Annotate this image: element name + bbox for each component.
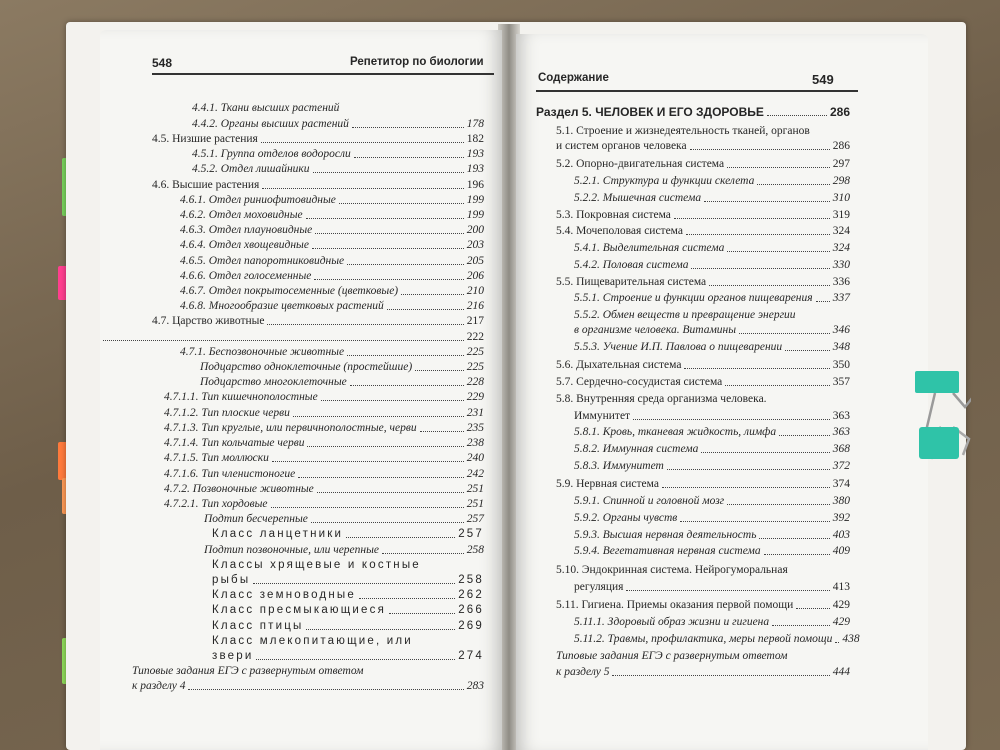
- entry-title: в организме человека. Витамины: [574, 324, 737, 336]
- right-entry: [574, 191, 850, 205]
- leader-dots: [420, 431, 464, 432]
- entry-page-number: 206: [466, 269, 484, 282]
- left-entry: [192, 117, 484, 131]
- left-entry: [164, 497, 484, 511]
- leader-dots: [306, 629, 455, 630]
- entry-page-number: 266: [458, 604, 484, 617]
- entry-title: к разделу 4: [132, 680, 186, 693]
- left-entry: [212, 619, 484, 633]
- entry-title: 5.8.2. Иммунная система: [574, 443, 699, 456]
- right-entry: [574, 409, 850, 423]
- left-entry: [192, 162, 484, 176]
- entry-title: 5.9. Нервная система: [556, 478, 659, 491]
- entry-title: Класс пресмыкающиеся: [212, 604, 387, 617]
- entry-title: 4.7.1.2. Тип плоские черви: [164, 406, 290, 419]
- header-rule: [536, 90, 858, 92]
- leader-dots: [347, 264, 464, 265]
- page-number: 548: [152, 56, 173, 70]
- entry-page-number: 346: [832, 324, 850, 336]
- entry-page-number: 200: [466, 224, 484, 237]
- entry-page-number: 222: [466, 330, 484, 343]
- entry-page-number: 363: [832, 409, 850, 422]
- right-entry: [556, 598, 850, 612]
- entry-page-number: 231: [466, 406, 484, 419]
- page-number: 549: [812, 72, 834, 87]
- entry-title: Класс птицы: [212, 619, 304, 632]
- right-entry: [556, 375, 850, 389]
- leader-dots: [359, 598, 455, 599]
- entry-page-number: 374: [832, 478, 850, 491]
- entry-page-number: 368: [832, 443, 850, 456]
- entry-title: 5.9.2. Органы чувств: [574, 511, 678, 524]
- entry-title: Класс млекопитающие, или: [212, 634, 413, 647]
- entry-page-number: 330: [832, 258, 850, 271]
- entry-page-number: 203: [466, 239, 484, 252]
- entry-title: 5.8. Внутренняя среда организма человека.: [556, 392, 767, 405]
- right-entry: [574, 580, 850, 594]
- leader-dots: [767, 115, 827, 116]
- leader-dots: [347, 355, 464, 356]
- entry-page-number: 283: [466, 680, 484, 693]
- entry-title: 4.5.1. Группа отделов водоросли: [192, 148, 351, 161]
- entry-page-number: 372: [832, 459, 850, 472]
- leader-dots: [612, 675, 829, 676]
- left-entry: [100, 330, 484, 344]
- right-page: [516, 34, 928, 750]
- entry-page-number: 319: [832, 208, 850, 221]
- entry-title: 5.6. Дыхательная система: [556, 359, 682, 372]
- entry-title: 5.10. Эндокринная система. Нейрогуморальная: [556, 563, 788, 576]
- left-entry: [164, 436, 484, 450]
- right-entry: [556, 477, 850, 491]
- leader-dots: [662, 487, 830, 488]
- leader-dots: [796, 608, 830, 609]
- entry-page-number: 298: [832, 175, 850, 188]
- entry-page-number: 438: [842, 632, 860, 645]
- entry-page-number: 193: [466, 163, 484, 176]
- left-entry: [132, 664, 484, 678]
- right-entry: [574, 308, 850, 322]
- entry-title: звери: [212, 650, 254, 663]
- entry-page-number: 348: [832, 340, 850, 353]
- leader-dots: [727, 251, 829, 252]
- entry-title: 5.5. Пищеварительная система: [556, 275, 707, 288]
- leader-dots: [727, 167, 830, 168]
- entry-title: 5.2. Опорно-двигательная система: [556, 158, 725, 171]
- entry-page-number: 324: [832, 225, 850, 238]
- entry-page-number: 235: [466, 421, 484, 434]
- entry-page-number: 225: [466, 345, 484, 358]
- right-entry: [556, 563, 850, 577]
- entry-title: 4.6. Высшие растения: [152, 178, 260, 191]
- leader-dots: [317, 492, 464, 493]
- leader-dots: [339, 203, 464, 204]
- leader-dots: [262, 188, 463, 189]
- entry-title: 4.6.1. Отдел риниофитовидные: [180, 193, 336, 206]
- leader-dots: [272, 461, 464, 462]
- entry-page-number: 363: [832, 426, 850, 439]
- leader-dots: [401, 294, 464, 295]
- running-title: Репетитор по биологии: [350, 56, 484, 68]
- entry-title: 4.6.8. Многообразие цветковых растений: [180, 300, 384, 313]
- entry-title: 4.6.6. Отдел голосеменные: [180, 269, 312, 282]
- entry-page-number: 178: [466, 117, 484, 130]
- entry-page-number: 337: [832, 292, 850, 305]
- entry-page-number: 225: [466, 361, 484, 374]
- entry-title: 4.5. Низшие растения: [152, 132, 258, 145]
- entry-page-number: 242: [466, 467, 484, 480]
- entry-title: 5.2.1. Структура и функции скелета: [574, 175, 755, 188]
- entry-title: Подцарство одноклеточные (простейшие): [200, 361, 413, 374]
- leader-dots: [633, 419, 830, 420]
- left-entry: [212, 527, 484, 541]
- leader-dots: [667, 469, 830, 470]
- entry-title: 5.1. Строение и жизнедеятельность тканей, органов: [556, 124, 810, 137]
- leader-dots: [684, 368, 829, 369]
- leader-dots: [188, 689, 463, 690]
- leader-dots: [261, 142, 464, 143]
- entry-title: 5.5.1. Строение и функции органов пищеварения: [574, 292, 813, 305]
- right-entry: [574, 494, 850, 508]
- entry-title: 4.7.1. Беспозвоночные животные: [180, 345, 345, 358]
- entry-title: Класс ланцетники: [212, 528, 344, 541]
- left-entry: [212, 573, 484, 587]
- entry-page-number: 286: [832, 139, 850, 152]
- entry-page-number: 258: [458, 573, 484, 586]
- right-entry: [574, 528, 850, 542]
- entry-title: Раздел 5. ЧЕЛОВЕК И ЕГО ЗДОРОВЬЕ: [536, 105, 764, 120]
- left-entry: [164, 406, 484, 420]
- leader-dots: [415, 370, 464, 371]
- leader-dots: [739, 333, 830, 334]
- leader-dots: [680, 521, 830, 522]
- entry-page-number: 429: [832, 599, 850, 612]
- leader-dots: [354, 157, 464, 158]
- right-entry: [574, 241, 850, 255]
- leader-dots: [315, 233, 464, 234]
- right-entry: [574, 615, 850, 629]
- leader-dots: [727, 504, 830, 505]
- entry-page-number: 217: [466, 315, 484, 328]
- leader-dots: [772, 625, 830, 626]
- left-entry: [180, 299, 484, 313]
- entry-page-number: 229: [466, 391, 484, 404]
- left-entry: [164, 451, 484, 465]
- entry-title: к разделу 5: [556, 666, 610, 679]
- entry-page-number: 350: [832, 359, 850, 372]
- leader-dots: [626, 590, 829, 591]
- left-entry: [212, 649, 484, 663]
- entry-title: 5.2.2. Мышечная система: [574, 191, 702, 204]
- leader-dots: [103, 340, 464, 341]
- entry-page-number: 444: [832, 666, 850, 679]
- entry-title: 4.4.2. Органы высших растений: [192, 117, 349, 130]
- entry-page-number: 251: [466, 497, 484, 510]
- left-entry: [152, 314, 484, 328]
- left-entry: [212, 588, 484, 602]
- running-title: Содержание: [538, 72, 609, 84]
- entry-title: 5.8.3. Иммунитет: [574, 459, 664, 472]
- leader-dots: [757, 184, 829, 185]
- entry-title: Типовые задания ЕГЭ с развернутым ответом: [556, 649, 788, 662]
- entry-page-number: 216: [466, 300, 484, 313]
- leader-dots: [835, 642, 839, 643]
- leader-dots: [311, 522, 464, 523]
- entry-page-number: 310: [832, 191, 850, 204]
- right-entry: [574, 340, 850, 354]
- left-entry: [192, 147, 484, 161]
- leader-dots: [387, 309, 464, 310]
- leader-dots: [785, 350, 830, 351]
- entry-page-number: 257: [466, 513, 484, 526]
- entry-title: 4.6.2. Отдел моховидные: [180, 208, 303, 221]
- entry-page-number: 205: [466, 254, 484, 267]
- right-entry: [574, 442, 850, 456]
- entry-page-number: 274: [458, 650, 484, 663]
- left-entry: [200, 375, 484, 389]
- entry-page-number: 324: [832, 242, 850, 255]
- leader-dots: [764, 554, 830, 555]
- entry-title: 5.9.1. Спинной и головной мозг: [574, 495, 725, 508]
- left-entry: [164, 482, 484, 496]
- right-entry: [574, 258, 850, 272]
- right-entry: [556, 208, 850, 222]
- entry-title: 5.4.2. Половая система: [574, 258, 689, 271]
- left-entry: [212, 634, 484, 648]
- entry-page-number: 413: [832, 580, 850, 593]
- right-entry: [574, 544, 850, 558]
- left-entry: [180, 238, 484, 252]
- leader-dots: [312, 248, 464, 249]
- entry-title: 5.5.2. Обмен веществ и превращение энергии: [574, 309, 796, 322]
- right-entry: [556, 157, 850, 171]
- entry-page-number: 262: [458, 589, 484, 602]
- leader-dots: [816, 301, 830, 302]
- entry-title: 5.4.1. Выделительная система: [574, 242, 725, 255]
- leader-dots: [321, 400, 464, 401]
- left-entry: [204, 543, 484, 557]
- leader-dots: [307, 446, 463, 447]
- left-entry: [164, 390, 484, 404]
- leader-dots: [382, 553, 464, 554]
- left-entry: [180, 284, 484, 298]
- left-entry: [132, 679, 484, 693]
- left-entry: [212, 558, 484, 572]
- entry-page-number: 199: [466, 208, 484, 221]
- entry-title: 5.4. Мочеполовая система: [556, 225, 683, 238]
- leader-dots: [293, 416, 464, 417]
- left-entry: [204, 512, 484, 526]
- right-entry: [556, 392, 850, 406]
- leader-dots: [690, 149, 830, 150]
- entry-title: Типовые задания ЕГЭ с развернутым ответом: [132, 665, 364, 678]
- entry-title: 4.7.1.4. Тип кольчатые черви: [164, 437, 305, 450]
- entry-title: 4.7. Царство животные: [152, 315, 265, 328]
- leader-dots: [350, 385, 464, 386]
- entry-title: 4.7.1.6. Тип членистоногие: [164, 467, 296, 480]
- leader-dots: [298, 477, 464, 478]
- leader-dots: [352, 127, 464, 128]
- entry-title: рыбы: [212, 573, 251, 586]
- leader-dots: [709, 285, 830, 286]
- entry-page-number: 297: [832, 158, 850, 171]
- entry-title: и систем органов человека: [556, 139, 687, 152]
- entry-title: 4.6.4. Отдел хвощевидные: [180, 239, 309, 252]
- entry-title: 5.7. Сердечно-сосудистая система: [556, 376, 723, 389]
- entry-page-number: 258: [466, 543, 484, 556]
- leader-dots: [779, 435, 830, 436]
- right-entry: [574, 323, 850, 337]
- leader-dots: [314, 279, 463, 280]
- right-entry: [556, 358, 850, 372]
- right-entry: [556, 124, 850, 138]
- left-entry: [200, 360, 484, 374]
- entry-page-number: 210: [466, 284, 484, 297]
- right-entry: [556, 665, 850, 679]
- entry-title: 4.7.1.3. Тип круглые, или первичнополостные, черви: [164, 421, 417, 434]
- leader-dots: [267, 324, 463, 325]
- leader-dots: [271, 507, 464, 508]
- right-entry: [556, 139, 850, 153]
- right-entry: [574, 511, 850, 525]
- entry-title: Иммунитет: [574, 409, 631, 422]
- entry-title: 5.5.3. Учение И.П. Павлова о пищеварении: [574, 340, 783, 353]
- leader-dots: [686, 234, 830, 235]
- entry-page-number: 238: [466, 437, 484, 450]
- entry-title: 4.7.1.5. Тип моллюски: [164, 452, 269, 465]
- leader-dots: [674, 218, 830, 219]
- entry-title: Подцарство многоклеточные: [200, 376, 347, 389]
- entry-page-number: 269: [458, 619, 484, 632]
- entry-page-number: 429: [832, 616, 850, 629]
- entry-title: 5.9.3. Высшая нервная деятельность: [574, 528, 757, 541]
- left-entry: [180, 223, 484, 237]
- leader-dots: [256, 659, 455, 660]
- entry-page-number: 193: [466, 148, 484, 161]
- left-entry: [180, 345, 484, 359]
- left-entry: [164, 421, 484, 435]
- entry-title: 4.6.3. Отдел плауновидные: [180, 224, 313, 237]
- right-entry: [556, 224, 850, 238]
- left-entry: [180, 254, 484, 268]
- entry-page-number: 357: [832, 376, 850, 389]
- header-rule: [152, 73, 494, 75]
- binder-clip: [913, 367, 971, 462]
- left-entry: [212, 603, 484, 617]
- leader-dots: [759, 538, 829, 539]
- entry-page-number: 257: [458, 528, 484, 541]
- entry-title: регуляция: [574, 580, 624, 593]
- entry-title: 5.8.1. Кровь, тканевая жидкость, лимфа: [574, 426, 777, 439]
- entry-page-number: 199: [466, 193, 484, 206]
- entry-title: Классы хрящевые и костные: [212, 558, 421, 571]
- left-entry: [152, 132, 484, 146]
- entry-title: 4.7.1.1. Тип кишечнополостные: [164, 391, 318, 404]
- right-entry: [536, 105, 850, 119]
- entry-title: 4.6.7. Отдел покрытосеменные (цветковые): [180, 284, 399, 297]
- leader-dots: [306, 218, 464, 219]
- entry-title: 5.11.1. Здоровый образ жизни и гигиена: [574, 616, 770, 629]
- left-entry: [180, 269, 484, 283]
- entry-page-number: 336: [832, 275, 850, 288]
- entry-page-number: 251: [466, 482, 484, 495]
- entry-title: Подтип позвоночные, или черепные: [204, 543, 379, 556]
- entry-page-number: 409: [832, 545, 850, 558]
- left-entry: [180, 208, 484, 222]
- right-entry: [556, 275, 850, 289]
- entry-page-number: 392: [832, 511, 850, 524]
- entry-title: 4.7.2.1. Тип хордовые: [164, 497, 268, 510]
- entry-title: 4.6.5. Отдел папоротниковидные: [180, 254, 345, 267]
- right-entry: [574, 459, 850, 473]
- left-entry: [152, 178, 484, 192]
- entry-page-number: 380: [832, 495, 850, 508]
- right-entry: [574, 632, 860, 646]
- entry-title: Подтип бесчерепные: [204, 513, 308, 526]
- right-entry: [574, 174, 850, 188]
- left-entry: [192, 101, 484, 115]
- entry-page-number: 403: [832, 528, 850, 541]
- leader-dots: [725, 385, 829, 386]
- entry-title: 5.9.4. Вегетативная нервная система: [574, 545, 761, 558]
- leader-dots: [253, 583, 455, 584]
- leader-dots: [691, 268, 829, 269]
- entry-page-number: 228: [466, 376, 484, 389]
- right-entry: [574, 291, 850, 305]
- entry-title: 4.7.2. Позвоночные животные: [164, 482, 314, 495]
- left-entry: [180, 193, 484, 207]
- left-page: [100, 30, 502, 750]
- left-entry: [164, 467, 484, 481]
- entry-title: 4.5.2. Отдел лишайники: [192, 163, 310, 176]
- entry-page-number: 196: [466, 178, 484, 191]
- entry-page-number: 240: [466, 452, 484, 465]
- leader-dots: [389, 613, 455, 614]
- leader-dots: [346, 537, 455, 538]
- entry-page-number: 286: [829, 105, 850, 120]
- leader-dots: [701, 452, 829, 453]
- right-entry: [574, 425, 850, 439]
- entry-title: 5.11.2. Травмы, профилактика, меры первой помощи: [574, 632, 833, 645]
- entry-title: 5.3. Покровная система: [556, 208, 671, 221]
- entry-title: 5.11. Гигиена. Приемы оказания первой помощи: [556, 599, 794, 612]
- entry-title: Класс земноводные: [212, 589, 356, 602]
- leader-dots: [704, 201, 830, 202]
- entry-page-number: 182: [466, 132, 484, 145]
- entry-title: 4.4.1. Ткани высших растений: [192, 102, 340, 115]
- right-entry: [556, 649, 850, 663]
- leader-dots: [313, 172, 464, 173]
